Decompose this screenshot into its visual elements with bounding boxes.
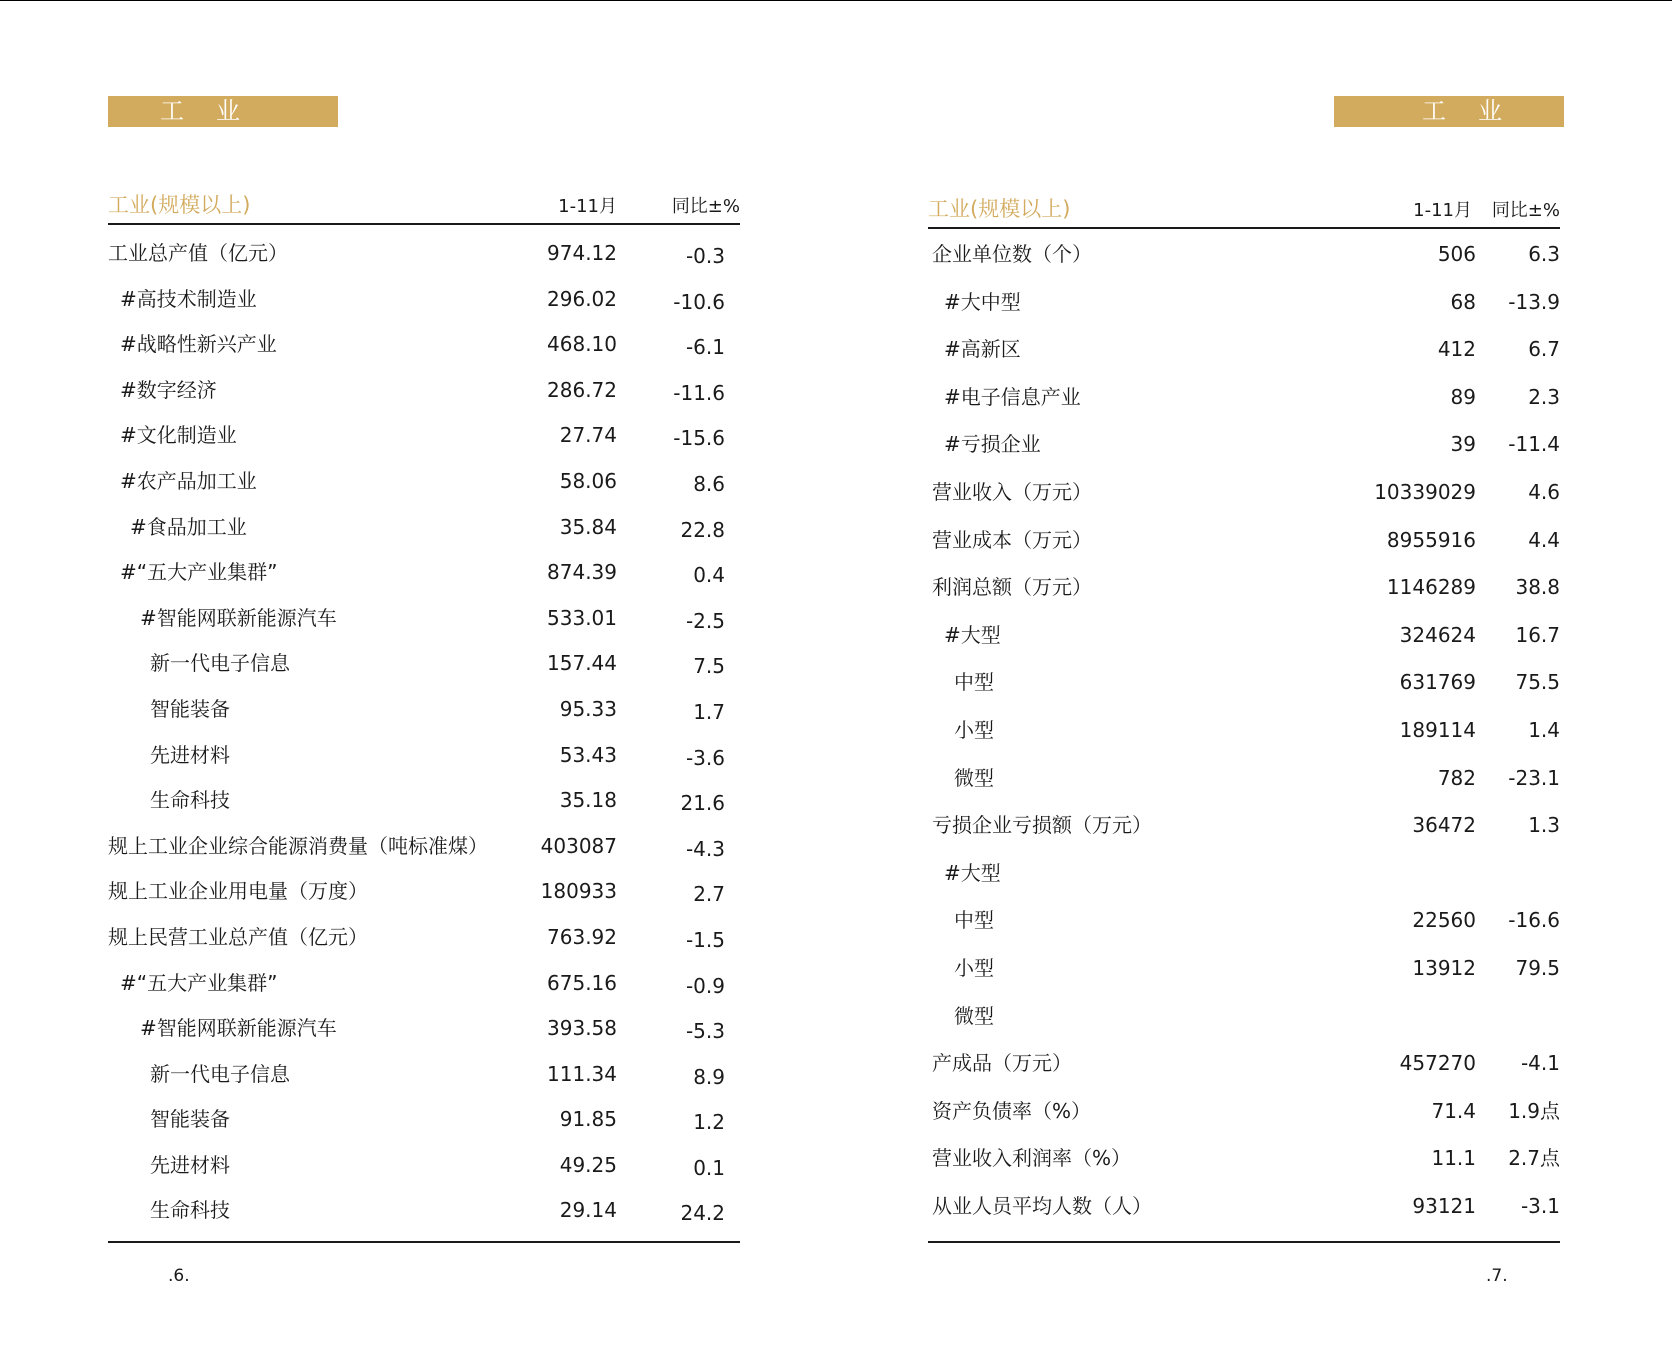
table-row: [928, 661, 1560, 709]
row-label: 资产负债率（%）: [932, 1098, 1092, 1123]
left-table-body: [108, 232, 740, 1235]
row-value: 874.39: [547, 560, 617, 585]
table-row: [928, 328, 1560, 376]
bottom-rule: [928, 1241, 1560, 1243]
table-row: [108, 369, 740, 415]
row-label: 营业收入利润率（%）: [932, 1146, 1132, 1171]
table-row: [928, 804, 1560, 852]
row-change: 21.6: [680, 791, 725, 816]
row-change: -0.9: [685, 973, 725, 998]
row-value: 468.10: [547, 332, 617, 357]
table-row: [928, 1042, 1560, 1090]
row-value: 111.34: [547, 1061, 617, 1086]
header-rule: [108, 223, 740, 225]
row-value: 8955916: [1386, 527, 1476, 552]
change-column-header: 同比±%: [671, 196, 740, 217]
row-label: 先进材料: [150, 742, 230, 767]
row-value: 506: [1437, 242, 1476, 266]
row-value: 22560: [1412, 908, 1476, 933]
row-label: 规上工业企业用电量（万度）: [108, 879, 368, 904]
row-label: 智能装备: [150, 1107, 230, 1132]
table-row: [108, 1007, 740, 1053]
row-label: #战略性新兴产业: [120, 332, 277, 357]
row-change: -11.4: [1508, 432, 1560, 457]
table-row: [108, 688, 740, 734]
row-change: 16.7: [1515, 622, 1560, 647]
row-label: #智能网联新能源汽车: [140, 605, 337, 630]
table-row: [108, 1189, 740, 1235]
row-value: 631769: [1399, 670, 1476, 695]
table-row: [928, 995, 1560, 1043]
row-change: 79.5: [1515, 955, 1560, 980]
row-label: 新一代电子信息: [150, 1061, 290, 1086]
row-change: -3.1: [1520, 1193, 1560, 1218]
row-change: -23.1: [1508, 765, 1560, 790]
row-label: 中型: [954, 670, 994, 695]
row-label: #亏损企业: [944, 432, 1041, 457]
row-change: 75.5: [1515, 670, 1560, 695]
row-label: 营业成本（万元）: [932, 527, 1092, 552]
table-row: [928, 376, 1560, 424]
row-value: 36472: [1412, 813, 1476, 838]
table-row: [928, 1090, 1560, 1138]
row-value: 782: [1437, 765, 1476, 790]
row-value: 324624: [1399, 622, 1476, 647]
row-label: #农产品加工业: [120, 468, 257, 493]
row-value: 675.16: [547, 970, 617, 995]
row-label: #智能网联新能源汽车: [140, 1016, 337, 1041]
row-label: #大中型: [944, 289, 1021, 314]
row-label: 先进材料: [150, 1152, 230, 1177]
section-banner: [1334, 96, 1564, 127]
row-change: 4.6: [1528, 479, 1560, 504]
row-value: 13912: [1412, 955, 1476, 980]
row-value: 763.92: [547, 924, 617, 949]
row-value: 89: [1450, 384, 1476, 409]
row-change: 6.7: [1528, 337, 1560, 362]
row-change: -1.5: [685, 927, 725, 952]
table-header: [928, 194, 1560, 224]
row-value: 35.18: [559, 788, 617, 813]
row-change: -5.3: [685, 1019, 725, 1044]
row-change: -15.6: [673, 426, 725, 451]
table-row: [928, 423, 1560, 471]
row-change: 2.3: [1528, 384, 1560, 409]
row-change: 1.9点: [1508, 1098, 1560, 1123]
row-label: #文化制造业: [120, 423, 237, 448]
row-value: 189114: [1399, 717, 1476, 742]
row-change: -13.9: [1508, 289, 1560, 314]
row-label: 小型: [954, 955, 994, 980]
row-label: #“五大产业集群”: [120, 560, 278, 585]
table-row: [928, 471, 1560, 519]
row-change: -10.6: [673, 289, 725, 314]
table-row: [108, 460, 740, 506]
page-number: .6.: [168, 1266, 190, 1286]
row-change: 2.7点: [1508, 1146, 1560, 1171]
row-value: 49.25: [559, 1152, 617, 1177]
header-rule: [928, 227, 1560, 229]
table-row: [108, 734, 740, 780]
change-column-header: 同比±%: [1491, 200, 1560, 221]
banner-label: 工 业: [1422, 97, 1506, 125]
table-row: [108, 1053, 740, 1099]
row-change: 7.5: [693, 654, 725, 679]
row-value: 91.85: [559, 1107, 617, 1132]
row-label: 产成品（万元）: [932, 1051, 1072, 1076]
row-label: 规上民营工业总产值（亿元）: [108, 924, 368, 949]
row-change: 1.2: [693, 1110, 725, 1135]
period-column-header: 1-11月: [1413, 200, 1472, 221]
table-row: [108, 962, 740, 1008]
table-row: [108, 642, 740, 688]
row-value: 286.72: [547, 377, 617, 402]
row-label: 新一代电子信息: [150, 651, 290, 676]
row-label: 工业总产值（亿元）: [108, 241, 288, 265]
row-value: 71.4: [1431, 1098, 1476, 1123]
table-row: [928, 899, 1560, 947]
table-row: [108, 825, 740, 871]
row-change: -0.3: [685, 244, 725, 268]
row-change: 1.4: [1528, 717, 1560, 742]
table-row: [108, 232, 740, 278]
table-row: [928, 614, 1560, 662]
row-label: #数字经济: [120, 377, 217, 402]
row-label: 生命科技: [150, 1198, 230, 1223]
row-change: 22.8: [680, 517, 725, 542]
table-row: [108, 779, 740, 825]
row-value: 35.84: [559, 514, 617, 539]
banner-label: 工 业: [160, 97, 244, 125]
table-row: [108, 506, 740, 552]
row-change: 2.7: [693, 882, 725, 907]
row-change: -16.6: [1508, 908, 1560, 933]
row-change: -3.6: [685, 745, 725, 770]
row-label: 规上工业企业综合能源消费量（吨标准煤）: [108, 833, 488, 858]
table-row: [108, 1098, 740, 1144]
row-value: 58.06: [559, 468, 617, 493]
table-header: [108, 190, 740, 220]
section-banner: [108, 96, 338, 127]
row-change: -11.6: [673, 380, 725, 405]
table-row: [928, 947, 1560, 995]
table-row: [108, 597, 740, 643]
table-row: [928, 852, 1560, 900]
table-row: [928, 281, 1560, 329]
row-value: 393.58: [547, 1016, 617, 1041]
row-change: 4.4: [1528, 527, 1560, 552]
bottom-rule: [108, 1241, 740, 1243]
table-row: [108, 278, 740, 324]
section-title: 工业(规模以上): [108, 193, 251, 217]
row-value: 412: [1437, 337, 1476, 362]
table-row: [928, 519, 1560, 567]
row-label: 微型: [954, 765, 994, 790]
row-value: 93121: [1412, 1193, 1476, 1218]
row-change: 8.6: [693, 471, 725, 496]
table-row: [108, 551, 740, 597]
row-label: #电子信息产业: [944, 384, 1081, 409]
right-table-body: [928, 233, 1560, 1232]
row-value: 157.44: [547, 651, 617, 676]
row-value: 53.43: [559, 742, 617, 767]
row-label: 从业人员平均人数（人）: [932, 1193, 1152, 1218]
table-row: [108, 1144, 740, 1190]
row-value: 403087: [540, 833, 617, 858]
row-label: 企业单位数（个）: [932, 242, 1092, 266]
row-label: 生命科技: [150, 788, 230, 813]
row-label: #“五大产业集群”: [120, 970, 278, 995]
row-change: 6.3: [1528, 242, 1560, 266]
row-label: 利润总额（万元）: [932, 575, 1092, 600]
table-row: [108, 870, 740, 916]
row-change: 0.4: [693, 563, 725, 588]
row-change: -4.1: [1520, 1051, 1560, 1076]
table-row: [928, 709, 1560, 757]
table-row: [928, 1185, 1560, 1233]
table-row: [108, 414, 740, 460]
row-change: -4.3: [685, 836, 725, 861]
row-label: 亏损企业亏损额（万元）: [932, 813, 1152, 838]
row-value: 457270: [1399, 1051, 1476, 1076]
row-label: 小型: [954, 717, 994, 742]
row-label: 智能装备: [150, 696, 230, 721]
row-change: 1.3: [1528, 813, 1560, 838]
row-value: 533.01: [547, 605, 617, 630]
right-page: [928, 0, 1560, 1353]
row-change: 38.8: [1515, 575, 1560, 600]
row-value: 296.02: [547, 286, 617, 311]
row-label: 营业收入（万元）: [932, 479, 1092, 504]
row-label: #大型: [944, 860, 1001, 885]
table-row: [108, 323, 740, 369]
left-page: [108, 0, 740, 1353]
page-number: .7.: [1486, 1266, 1508, 1286]
row-change: 24.2: [680, 1201, 725, 1226]
table-row: [928, 1137, 1560, 1185]
row-value: 95.33: [559, 696, 617, 721]
row-label: 微型: [954, 1003, 994, 1028]
row-value: 29.14: [559, 1198, 617, 1223]
period-column-header: 1-11月: [558, 196, 617, 217]
row-label: #高技术制造业: [120, 286, 257, 311]
row-label: 中型: [954, 908, 994, 933]
table-row: [928, 757, 1560, 805]
row-value: 68: [1450, 289, 1476, 314]
row-label: #大型: [944, 622, 1001, 647]
row-change: 8.9: [693, 1064, 725, 1089]
row-value: 11.1: [1431, 1146, 1476, 1171]
row-value: 1146289: [1386, 575, 1476, 600]
row-change: -2.5: [685, 608, 725, 633]
row-label: #食品加工业: [130, 514, 247, 539]
table-row: [928, 566, 1560, 614]
row-value: 974.12: [547, 241, 617, 265]
row-value: 10339029: [1374, 479, 1476, 504]
row-value: 39: [1450, 432, 1476, 457]
row-value: 180933: [540, 879, 617, 904]
row-change: 0.1: [693, 1155, 725, 1180]
row-change: -6.1: [685, 335, 725, 360]
section-title: 工业(规模以上): [928, 197, 1071, 221]
table-row: [108, 916, 740, 962]
row-label: #高新区: [944, 337, 1021, 362]
row-value: 27.74: [559, 423, 617, 448]
row-change: 1.7: [693, 699, 725, 724]
table-row: [928, 233, 1560, 281]
